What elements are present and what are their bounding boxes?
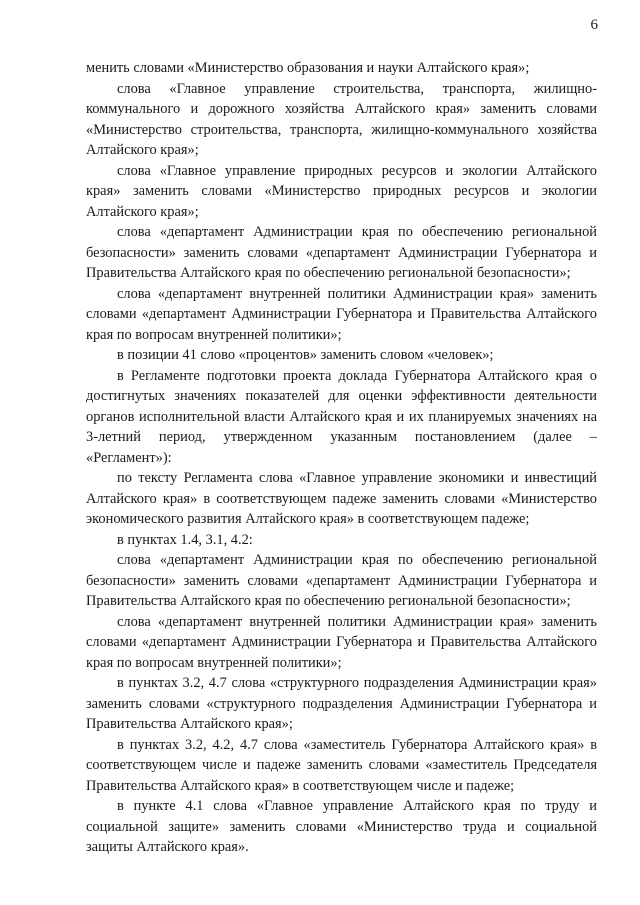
paragraph: в пункте 4.1 слова «Главное управление Алтайского края по труду и социальной защите» заменить словами «Министерство труда и социальной защиты Алтайского края».	[86, 798, 597, 855]
paragraph: в позиции 41 слово «процентов» заменить словом «человек»;	[117, 347, 494, 363]
paragraph: в пунктах 1.4, 3.1, 4.2:	[117, 531, 253, 548]
paragraph: слова «департамент Администрации края по обеспечению региональной безопасности» заменить словами «департамент Администрации Губернатора и Правительства Алтайского края по обеспечению региональной безопасности»;	[86, 552, 597, 609]
paragraph: по тексту Регламента слова «Главное управление экономики и инвестиций Алтайского края» в соответствующем падеже заменить словами «Министерство экономического развития Алтайского края» в соответствующем падеже;	[86, 470, 597, 527]
paragraph-continuation: менить словами «Министерство образования и науки Алтайского края»;	[86, 60, 530, 76]
paragraph: в пунктах 3.2, 4.7 слова «структурного подразделения Администрации края» заменить словами «структурного подразделения Администрации Губернатора и Правительства Алтайского края»;	[86, 675, 597, 732]
document-body	[86, 58, 597, 858]
paragraph: в пунктах 3.2, 4.2, 4.7 слова «заместитель Губернатора Алтайского края» в соответствующем числе и падеже заменить словами «заместитель Председателя Правительства Алтайского края» в соответствующем числе и падеже;	[86, 736, 597, 794]
paragraph: слова «Главное управление природных ресурсов и экологии Алтайского края» заменить словами «Министерство природных ресурсов и экологии Алтайского края»;	[86, 162, 597, 220]
paragraph: слова «департамент внутренней политики Администрации края» заменить словами «департамент Администрации Губернатора и Правительства Алтайского края по вопросам внутренней политики»;	[86, 613, 597, 671]
paragraph: в Регламенте подготовки проекта доклада Губернатора Алтайского края о достигнутых значениях показателей для оценки эффективности деятельности органов исполнительной власти Алтайского края и их планируемых значениях на 3-летний период, утвержденном указанным постановлением (далее – «Регламент»):	[86, 367, 597, 466]
paragraph: слова «Главное управление строительства, транспорта, жилищно-коммунального и дорожного хозяйства Алтайского края» заменить словами «Министерство строительства, транспорта, жилищно-коммунального хозяйства Алтайского края»;	[86, 80, 597, 158]
paragraph: слова «департамент Администрации края по обеспечению региональной безопасности» заменить словами «департамент Администрации Губернатора и Правительства Алтайского края по обеспечению региональной безопасности»;	[86, 224, 597, 281]
page-number: 6	[590, 17, 598, 33]
paragraph: слова «департамент внутренней политики Администрации края» заменить словами «департамент Администрации Губернатора и Правительства Алтайского края по вопросам внутренней политики»;	[86, 285, 597, 343]
